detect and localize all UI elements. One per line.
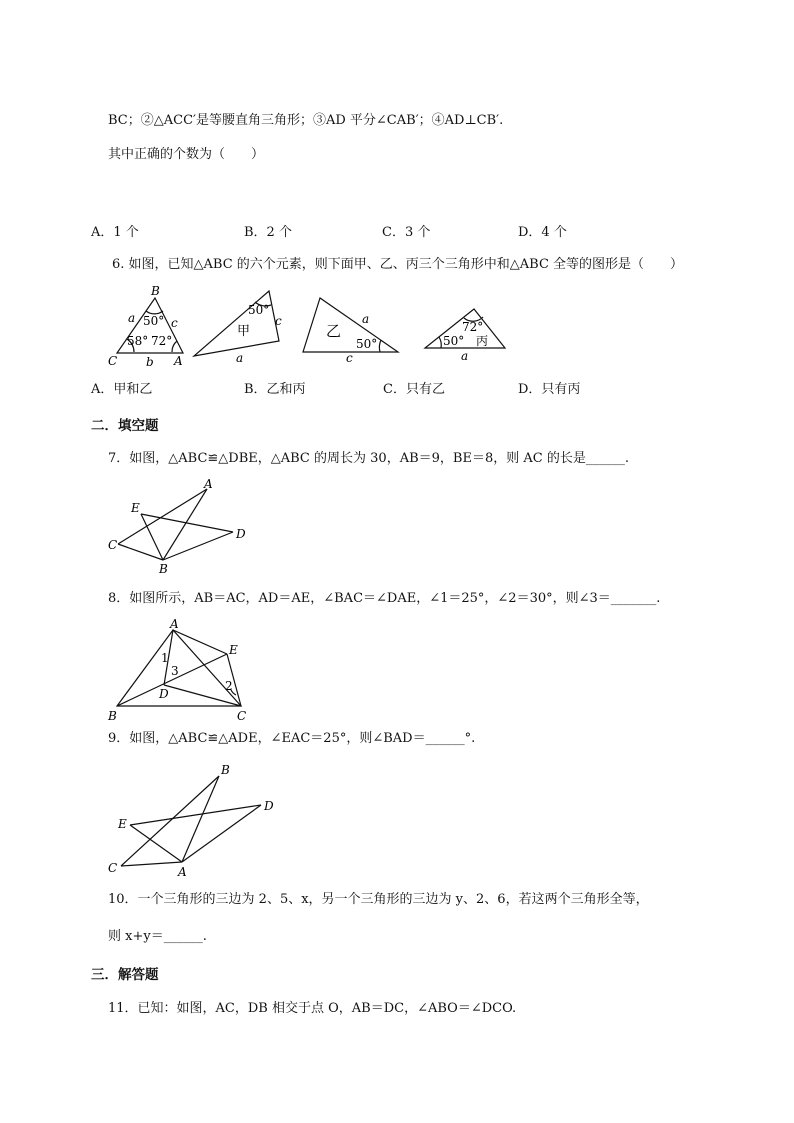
abc-side-a: a	[128, 311, 136, 325]
q9-label-C: C	[108, 861, 118, 875]
yi-name: 乙	[326, 322, 342, 340]
q9-label-A: A	[178, 865, 187, 879]
abc-label-B: B	[151, 284, 160, 298]
q7-label-C: C	[108, 538, 118, 552]
q8-label-D: D	[159, 687, 169, 701]
yi-side-a: a	[362, 312, 370, 326]
jia-side-c: c	[275, 314, 282, 328]
section-solution-title: 三．解答题	[91, 967, 159, 983]
q6-option-d[interactable]: D．只有丙	[518, 382, 581, 397]
q5-line2: 其中正确的个数为（ ）	[108, 147, 265, 162]
q8-label-A: A	[170, 617, 179, 631]
q7-stem: 7．如图，△ABC≌△DBE，△ABC 的周长为 30，AB＝9，BE＝8，则 AC 的长是______.	[108, 451, 629, 466]
yi-angle: 50°	[356, 337, 378, 351]
jia-name: 甲	[237, 324, 251, 339]
q8-stem: 8．如图所示，AB＝AC，AD＝AE，∠BAC＝∠DAE，∠1＝25°，∠2＝30°，则∠3＝_______.	[108, 591, 661, 606]
q8-angle-1: 1	[161, 651, 169, 665]
q9-label-B: B	[221, 763, 230, 777]
yi-side-c: c	[346, 351, 353, 365]
q5-option-d[interactable]: D．4 个	[518, 225, 567, 240]
abc-side-c: c	[171, 316, 178, 330]
q10-line1: 10．一个三角形的三边为 2、5、x，另一个三角形的三边为 y、2、6，若这两个三角形全等，	[108, 892, 649, 907]
q8-angle-3: 3	[171, 664, 179, 678]
q7-label-D: D	[236, 527, 246, 541]
q8-label-B: B	[108, 709, 117, 723]
abc-angle-A: 72°	[151, 334, 173, 348]
q6-stem: 6. 如图，已知△ABC 的六个元素，则下面甲、乙、丙三个三角形中和△ABC 全等的图形是（ ）	[112, 257, 684, 272]
abc-angle-B: 50°	[143, 314, 165, 328]
q10-line2: 则 x+y＝______.	[108, 929, 207, 944]
q5-option-a[interactable]: A．1 个	[91, 225, 139, 240]
q11-stem: 11．已知：如图，AC，DB 相交于点 O，AB＝DC，∠ABO＝∠DCO.	[108, 1001, 517, 1016]
abc-label-C: C	[108, 354, 118, 368]
q7-label-B: B	[159, 562, 168, 576]
q8-label-E: E	[229, 643, 238, 657]
abc-side-b: b	[146, 355, 154, 369]
q5-option-b[interactable]: B．2 个	[244, 225, 292, 240]
q6-option-c[interactable]: C．只有乙	[383, 382, 445, 397]
abc-label-A: A	[174, 354, 183, 368]
q8-angle-2: 2	[225, 679, 233, 693]
q9-label-E: E	[118, 817, 127, 831]
abc-angle-C: 58°	[127, 334, 149, 348]
jia-side-a: a	[236, 351, 244, 365]
q8-label-C: C	[237, 709, 247, 723]
q6-option-b[interactable]: B．乙和丙	[244, 382, 306, 397]
q5-line1: BC；②△ACC′是等腰直角三角形；③AD 平分∠CAB′；④AD⊥CB′.	[108, 113, 504, 128]
bing-side-a: a	[461, 349, 469, 363]
q6-option-a[interactable]: A．甲和乙	[91, 382, 153, 397]
q5-option-c[interactable]: C．3 个	[382, 225, 431, 240]
jia-angle: 50°	[248, 303, 270, 317]
bing-angle-top: 72°	[462, 320, 484, 334]
bing-name: 丙	[476, 334, 489, 348]
q9-stem: 9．如图，△ABC≌△ADE，∠EAC＝25°，则∠BAD＝______°.	[108, 731, 476, 746]
q7-label-A: A	[204, 477, 213, 491]
q7-label-E: E	[131, 501, 140, 515]
bing-angle-left: 50°	[443, 334, 465, 348]
q9-label-D: D	[264, 799, 274, 813]
section-fill-in-blank-title: 二．填空题	[91, 418, 159, 434]
